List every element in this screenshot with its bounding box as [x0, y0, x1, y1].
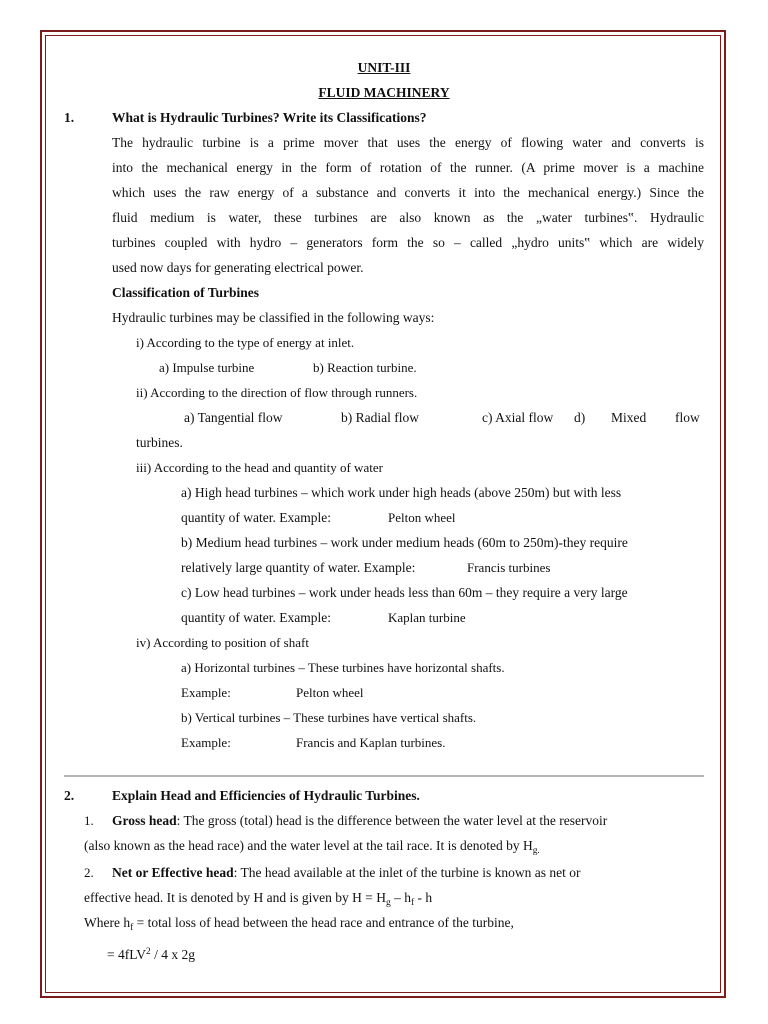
q2-point-2-line-2: [84, 891, 432, 908]
formula-part-2: / 4 x 2g: [150, 947, 195, 962]
q1-para-line-6: used now days for generating electrical power.: [112, 260, 364, 275]
item-ii-c: c) Axial flow: [482, 410, 554, 425]
q1-number: 1.: [64, 110, 75, 125]
item-iv: iv) According to position of shaft: [136, 635, 309, 650]
item-i: i) According to the type of energy at inlet.: [136, 335, 355, 350]
item-iii-a-line-1: a) High head turbines – which work under high heads (above 250m) but with less: [181, 485, 622, 500]
q2-point-2-number: 2.: [84, 865, 94, 880]
item-iii-b-line-2: relatively large quantity of water. Example:: [181, 560, 416, 575]
item-iv-a-example: Pelton wheel: [296, 685, 364, 700]
item-iii-a-example: Pelton wheel: [388, 510, 456, 525]
section-divider: [64, 775, 704, 777]
unit-title: UNIT-III: [357, 60, 411, 75]
item-ii-d-word-2: flow: [675, 410, 700, 425]
where-line: [84, 916, 514, 933]
item-iv-b-label: Example:: [181, 735, 231, 750]
item-iii-b-example: Francis turbines: [467, 560, 551, 575]
formula-superscript: 2: [146, 947, 151, 957]
item-iv-a: a) Horizontal turbines – These turbines have horizontal shafts.: [181, 660, 505, 675]
item-iv-b-example: Francis and Kaplan turbines.: [296, 735, 446, 750]
item-ii-d-word-1: Mixed: [611, 410, 647, 425]
gross-head-definition-cont: (also known as the head race) and the water level at the tail race. It is denoted by H: [84, 838, 533, 853]
item-ii-continued: turbines.: [136, 435, 183, 450]
q1-para-line-1: The hydraulic turbine is a prime mover that uses the energy of flowing water and converts is: [112, 135, 704, 150]
q2-number: 2.: [64, 788, 75, 803]
net-head-formula-end: - h: [414, 890, 433, 905]
item-ii: ii) According to the direction of flow through runners.: [136, 385, 418, 400]
item-iii-b-line-1: b) Medium head turbines – work under medium heads (60m to 250m)-they require: [181, 535, 628, 550]
q1-para-line-2: into the mechanical energy in the form of rotation of the runner. (A prime mover is a machine: [112, 160, 704, 175]
net-head-term: Net or Effective head: [112, 865, 234, 880]
gross-head-term: Gross head: [112, 813, 177, 828]
item-iii-c-line-2: quantity of water. Example:: [181, 610, 331, 625]
q1-question: What is Hydraulic Turbines? Write its Classifications?: [112, 110, 427, 125]
where-text: Where h: [84, 915, 131, 930]
q2-question: Explain Head and Efficiencies of Hydraulic Turbines.: [112, 788, 420, 803]
gross-head-subscript: g.: [532, 846, 540, 856]
q1-para-line-4: fluid medium is water, these turbines are also known as the „water turbines‟. Hydraulic: [112, 210, 704, 225]
item-ii-a: a) Tangential flow: [184, 410, 283, 425]
q1-para-line-5: turbines coupled with hydro – generators form the so – called „hydro units‟ which are widely: [112, 235, 704, 250]
formula-part-1: = 4fLV: [107, 947, 146, 962]
q2-point-1-number: 1.: [84, 813, 94, 828]
q2-point-1-line-2: [84, 839, 540, 856]
item-iii-c-example: Kaplan turbine: [388, 610, 466, 625]
net-head-sub-f: f: [411, 898, 415, 908]
item-ii-b: b) Radial flow: [341, 410, 419, 425]
item-iv-b: b) Vertical turbines – These turbines have vertical shafts.: [181, 710, 477, 725]
q1-para-line-3: which uses the raw energy of a substance and converts it into the mechanical energy.) Since the: [112, 185, 704, 200]
item-iii: iii) According to the head and quantity of water: [136, 460, 383, 475]
classification-heading: Classification of Turbines: [112, 285, 260, 300]
subject-title: FLUID MACHINERY: [318, 85, 450, 100]
item-ii-d: d): [574, 410, 586, 425]
item-iii-a-line-2: quantity of water. Example:: [181, 510, 331, 525]
net-head-sub-g: g: [386, 898, 391, 908]
item-i-b: b) Reaction turbine.: [313, 360, 417, 375]
item-i-a: a) Impulse turbine: [159, 360, 255, 375]
item-iii-c-line-1: c) Low head turbines – work under heads less than 60m – they require a very large: [181, 585, 628, 600]
where-subscript: f: [130, 923, 134, 933]
item-iv-a-label: Example:: [181, 685, 231, 700]
gross-head-definition: : The gross (total) head is the difference between the water level at the reservoir: [176, 813, 608, 828]
where-definition: = total loss of head between the head race and entrance of the turbine,: [133, 915, 514, 930]
net-head-formula-mid: – h: [390, 890, 412, 905]
q2-point-2-line-1: [112, 866, 581, 880]
head-loss-formula: [107, 948, 195, 962]
net-head-formula-text: effective head. It is denoted by H and is given by H = H: [84, 890, 387, 905]
net-head-definition: : The head available at the inlet of the turbine is known as net or: [233, 865, 581, 880]
q2-point-1-line-1: [112, 814, 607, 828]
classification-intro: Hydraulic turbines may be classified in the following ways:: [112, 310, 435, 325]
